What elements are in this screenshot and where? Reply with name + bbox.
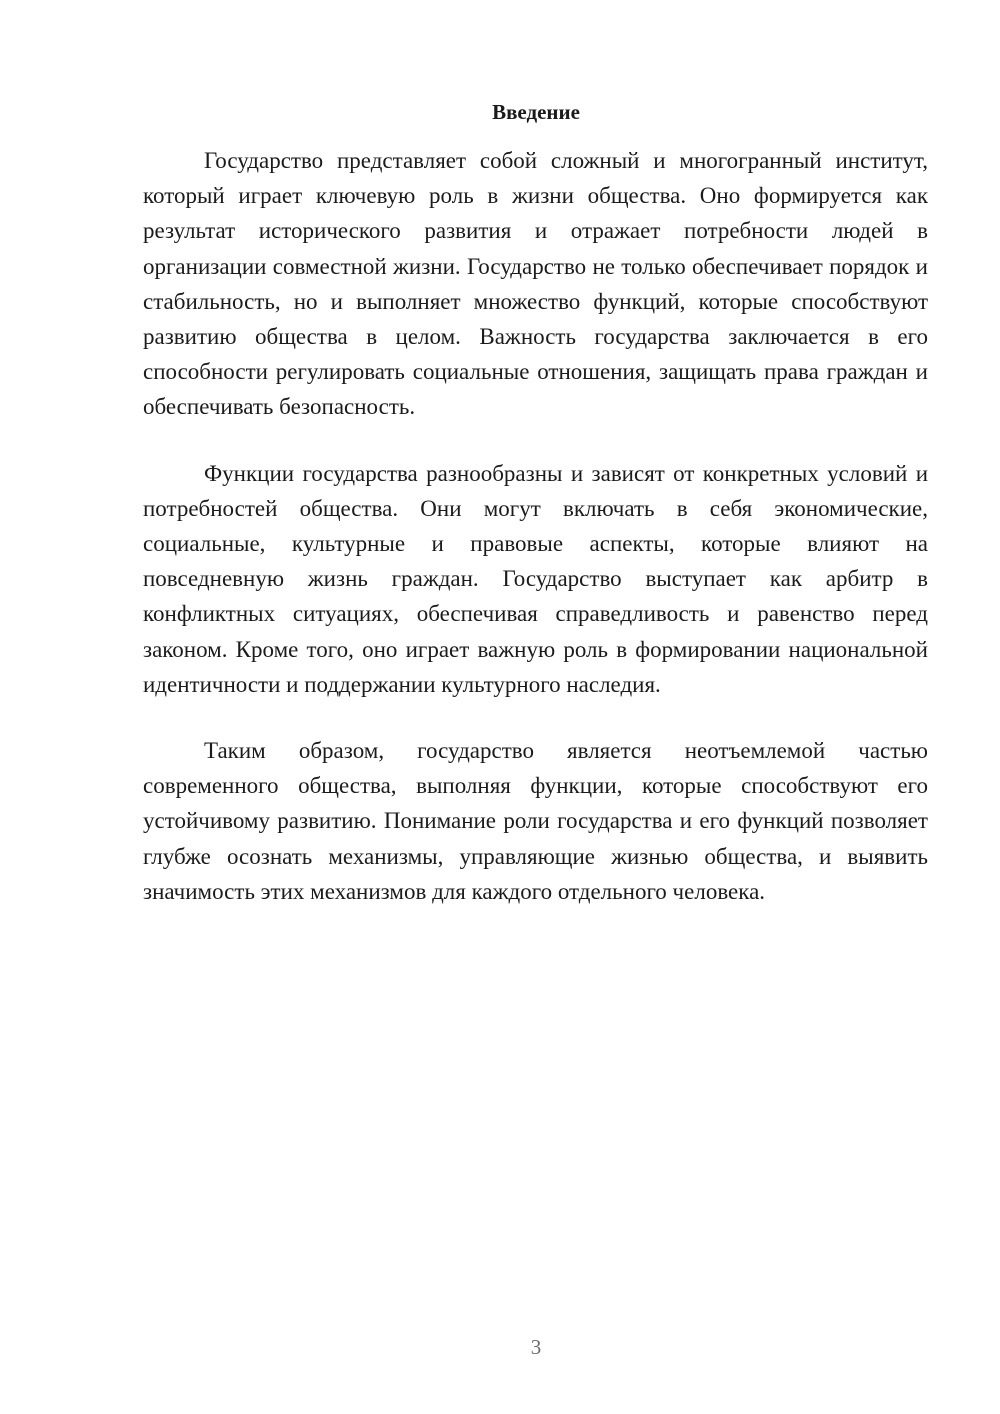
paragraph-3: Таким образом, государство является неотъемлемой частью современного общества, выполняя функции, которые способствуют его устойчивому развитию. Понимание роли государства и его функций позволяет глубже осознать механизмы, управляющие жизнью общества, и выявить значимость этих механизмов для каждого отдельного человека.	[143, 738, 928, 904]
document-body	[143, 143, 928, 940]
paragraph-2: Функции государства разнообразны и зависят от конкретных условий и потребностей общества. Они могут включать в себя экономические, социальные, культурные и правовые аспекты, которые влияют на повседневную жизнь граждан. Государство выступает как арбитр в конфликтных ситуациях, обеспечивая справедливость и равенство перед законом. Кроме того, оно играет важную роль в формировании национальной идентичности и поддержании культурного наследия.	[143, 460, 928, 697]
paragraph-1: Государство представляет собой сложный и многогранный институт, который играет ключевую роль в жизни общества. Оно формируется как результат исторического развития и отражает потребности людей в организации совместной жизни. Государство не только обеспечивает порядок и стабильность, но и выполняет множество функций, которые способствуют развитию общества в целом. Важность государства заключается в его способности регулировать социальные отношения, защищать права граждан и обеспечивать безопасность.	[143, 148, 928, 420]
page-number: 3	[530, 1335, 542, 1359]
page-title: Введение	[492, 100, 580, 124]
